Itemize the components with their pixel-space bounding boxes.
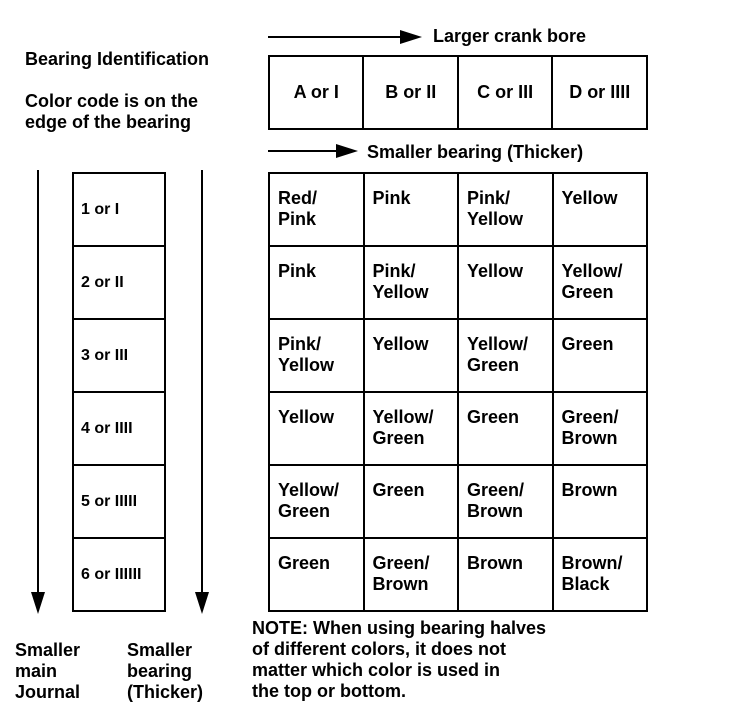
- main-journal-row-codes: [72, 172, 166, 612]
- grid-cell: Yellow: [269, 392, 364, 465]
- grid-cell: Yellow: [364, 319, 459, 392]
- mid-arrow: [268, 144, 358, 158]
- right-down-arrow: [195, 170, 209, 614]
- larger-crank-bore-label: Larger crank bore: [433, 26, 587, 46]
- row-code: 4 or IIII: [73, 392, 165, 465]
- grid-cell: Green/ Brown: [364, 538, 459, 611]
- grid-cell: Green: [553, 319, 648, 392]
- grid-cell: Green: [458, 392, 553, 465]
- column-code: D or IIII: [552, 56, 647, 129]
- left-down-arrow: [31, 170, 45, 614]
- grid-cell: Yellow/ Green: [553, 246, 648, 319]
- grid-cell: Brown: [458, 538, 553, 611]
- grid-cell: Yellow/ Green: [364, 392, 459, 465]
- grid-cell: Green/ Brown: [458, 465, 553, 538]
- grid-cell: Green: [269, 538, 364, 611]
- row-code: 6 or IIIIII: [73, 538, 165, 611]
- grid-cell: Yellow/ Green: [458, 319, 553, 392]
- grid-cell: Green: [364, 465, 459, 538]
- grid-cell: Yellow: [553, 173, 648, 246]
- note-text: NOTE: When using bearing halves of different colors, it does not matter which color is used in the top or bottom.: [252, 618, 547, 701]
- grid-cell: Green/ Brown: [553, 392, 648, 465]
- smaller-bearing-label: Smaller bearing (Thicker): [367, 142, 584, 162]
- grid-cell: Brown/ Black: [553, 538, 648, 611]
- row-code: 2 or II: [73, 246, 165, 319]
- column-code: C or III: [458, 56, 552, 129]
- grid-cell: Pink/ Yellow: [364, 246, 459, 319]
- grid-cell: Yellow/ Green: [269, 465, 364, 538]
- smaller-bearing-thicker-label: Smaller bearing (Thicker): [127, 640, 204, 702]
- grid-cell: Pink/ Yellow: [458, 173, 553, 246]
- row-code: 5 or IIIII: [73, 465, 165, 538]
- top-arrow: [268, 30, 422, 44]
- bearing-color-grid: [268, 172, 648, 612]
- grid-cell: Yellow: [458, 246, 553, 319]
- row-code: 3 or III: [73, 319, 165, 392]
- crank-bore-column-codes: [268, 55, 648, 130]
- column-code: B or II: [363, 56, 457, 129]
- column-code: A or I: [269, 56, 363, 129]
- grid-cell: Red/ Pink: [269, 173, 364, 246]
- smaller-main-journal-label: Smaller main Journal: [15, 640, 81, 702]
- row-code: 1 or I: [73, 173, 165, 246]
- grid-cell: Pink: [269, 246, 364, 319]
- grid-cell: Pink/ Yellow: [269, 319, 364, 392]
- grid-cell: Brown: [553, 465, 648, 538]
- bearing-identification-title: Bearing Identification: [25, 49, 210, 69]
- color-code-note: Color code is on the edge of the bearing: [25, 91, 199, 132]
- grid-cell: Pink: [364, 173, 459, 246]
